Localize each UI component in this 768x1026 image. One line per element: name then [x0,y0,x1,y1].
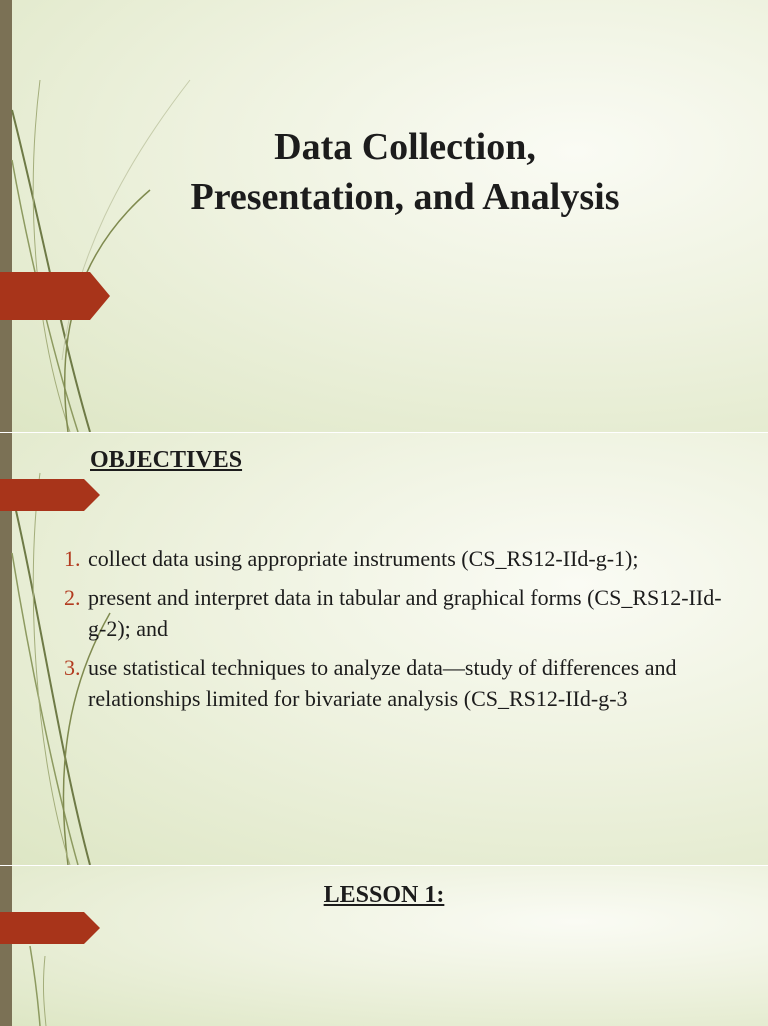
list-text: present and interpret data in tabular and graphical forms (CS_RS12-IId-g-2); and [88,585,722,641]
list-item [64,543,724,574]
accent-tab [0,479,100,511]
objectives-heading: OBJECTIVES [90,447,243,473]
list-text: collect data using appropriate instruments (CS_RS12-IId-g-1); [88,546,639,571]
objectives-slide [0,433,768,865]
title-slide [0,0,768,432]
list-number: 1. [64,546,81,571]
title-line-2: Presentation, and Analysis [190,176,620,218]
slide-title [100,122,710,222]
title-line-1: Data Collection, [274,126,536,168]
list-number: 3. [64,655,81,680]
accent-tab [0,912,100,944]
list-item [64,652,724,714]
lesson-slide [0,866,768,1026]
lesson-heading: LESSON 1: [323,882,445,908]
accent-tab [0,272,110,320]
objectives-list [64,543,724,722]
list-text: use statistical techniques to analyze data—study of differences and relationships limited for bivariate analysis (CS_RS12-IId-g-3 [88,655,677,711]
list-number: 2. [64,585,81,610]
list-item [64,582,724,644]
